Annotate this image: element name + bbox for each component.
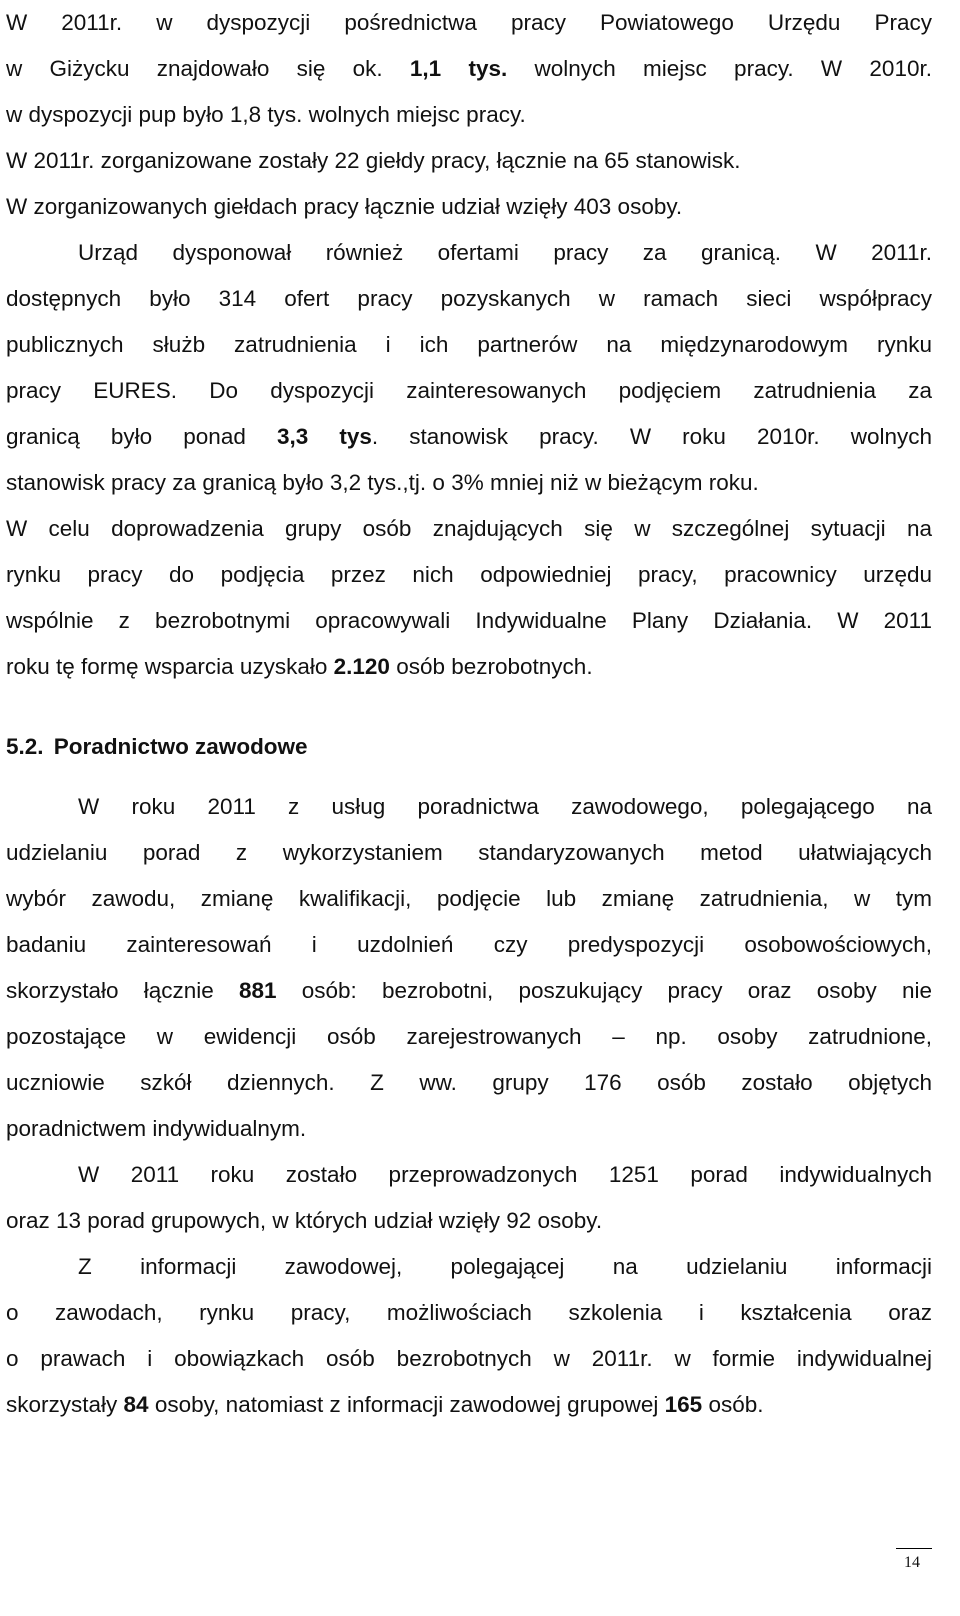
text-line: wspólnie z bezrobotnymi opracowywali Indywidualne Plany Działania. W 2011 xyxy=(6,608,932,633)
footer-rule xyxy=(896,1548,932,1549)
text-run: granicą było ponad xyxy=(6,424,277,449)
text-line: wybór zawodu, zmianę kwalifikacji, podjęcie lub zmianę zatrudnienia, w tym xyxy=(6,886,932,911)
text-line: W 2011r. zorganizowane zostały 22 giełdy pracy, łącznie na 65 stanowisk. xyxy=(6,148,741,173)
text-line: dostępnych było 314 ofert pracy pozyskanych w ramach sieci współpracy xyxy=(6,286,932,311)
text-line: uczniowie szkół dziennych. Z ww. grupy 176 osób zostało objętych xyxy=(6,1070,932,1095)
text-line: oraz 13 porad grupowych, w których udział wzięły 92 osoby. xyxy=(6,1208,603,1233)
paragraph-job-offers xyxy=(6,0,932,230)
bold-figure: 1,1 tys. xyxy=(409,56,508,81)
text-line: W 2011 roku zostało przeprowadzonych 1251 porad indywidualnych xyxy=(78,1162,932,1187)
text-line: W celu doprowadzenia grupy osób znajdujących się w szczególnej sytuacji na xyxy=(6,516,932,541)
text-run: . stanowisk pracy. W roku 2010r. wolnych xyxy=(371,424,932,449)
text-run: skorzystały xyxy=(6,1392,124,1417)
paragraph-action-plans xyxy=(6,506,932,690)
paragraph-eures xyxy=(6,230,932,506)
text-run: w Giżycku znajdowało się ok. xyxy=(6,56,410,81)
text-line: Urząd dysponował również ofertami pracy za granicą. W 2011r. xyxy=(78,240,932,265)
text-line xyxy=(6,1382,932,1428)
section-heading xyxy=(6,724,308,770)
text-line xyxy=(6,46,932,92)
text-run: wolnych miejsc pracy. W 2010r. xyxy=(507,56,932,81)
bold-figure: 84 xyxy=(123,1392,149,1417)
text-line: udzielaniu porad z wykorzystaniem standaryzowanych metod ułatwiających xyxy=(6,840,932,865)
text-run: roku tę formę wsparcia uzyskało xyxy=(6,654,334,679)
text-run: osób bezrobotnych. xyxy=(389,654,593,679)
text-run: skorzystało łącznie xyxy=(6,978,239,1003)
text-line: rynku pracy do podjęcia przez nich odpowiedniej pracy, pracownicy urzędu xyxy=(6,562,932,587)
text-line: W roku 2011 z usług poradnictwa zawodowego, polegającego na xyxy=(78,794,932,819)
text-line: poradnictwem indywidualnym. xyxy=(6,1116,307,1141)
text-line xyxy=(6,968,932,1014)
text-line: pozostające w ewidencji osób zarejestrowanych – np. osoby zatrudnione, xyxy=(6,1024,932,1049)
text-line: badaniu zainteresowań i uzdolnień czy predyspozycji osobowościowych, xyxy=(6,932,932,957)
paragraph-counselling xyxy=(6,784,932,1152)
bold-figure: 881 xyxy=(238,978,277,1003)
section-title: Poradnictwo zawodowe xyxy=(53,734,308,759)
section-number: 5.2. xyxy=(6,734,44,759)
paragraph-vocational-information xyxy=(6,1244,932,1428)
text-run: osób. xyxy=(702,1392,764,1417)
document-page xyxy=(6,0,932,690)
bold-figure: 165 xyxy=(664,1392,703,1417)
text-line xyxy=(6,414,932,460)
page-number: 14 xyxy=(904,1554,920,1571)
text-line: publicznych służb zatrudnienia i ich partnerów na międzynarodowym rynku xyxy=(6,332,932,357)
text-line: W 2011r. w dyspozycji pośrednictwa pracy Powiatowego Urzędu Pracy xyxy=(6,10,932,35)
text-line: w dyspozycji pup było 1,8 tys. wolnych miejsc pracy. xyxy=(6,102,526,127)
document-page-lower xyxy=(6,784,932,1428)
text-run: osoby, natomiast z informacji zawodowej grupowej xyxy=(148,1392,665,1417)
text-line: o prawach i obowiązkach osób bezrobotnych w 2011r. w formie indywidualnej xyxy=(6,1346,932,1371)
bold-figure: 2.120 xyxy=(333,654,390,679)
text-line: W zorganizowanych giełdach pracy łącznie udział wzięły 403 osoby. xyxy=(6,194,683,219)
text-line: o zawodach, rynku pracy, możliwościach szkolenia i kształcenia oraz xyxy=(6,1300,932,1325)
text-line: stanowisk pracy za granicą było 3,2 tys.,tj. o 3% mniej niż w bieżącym roku. xyxy=(6,470,759,495)
text-line xyxy=(6,644,932,690)
paragraph-advice-count xyxy=(6,1152,932,1244)
bold-figure: 3,3 tys xyxy=(276,424,372,449)
text-run: osób: bezrobotni, poszukujący pracy oraz osoby nie xyxy=(276,978,932,1003)
text-line: pracy EURES. Do dyspozycji zainteresowanych podjęciem zatrudnienia za xyxy=(6,378,932,403)
text-line: Z informacji zawodowej, polegającej na udzielaniu informacji xyxy=(78,1254,932,1279)
